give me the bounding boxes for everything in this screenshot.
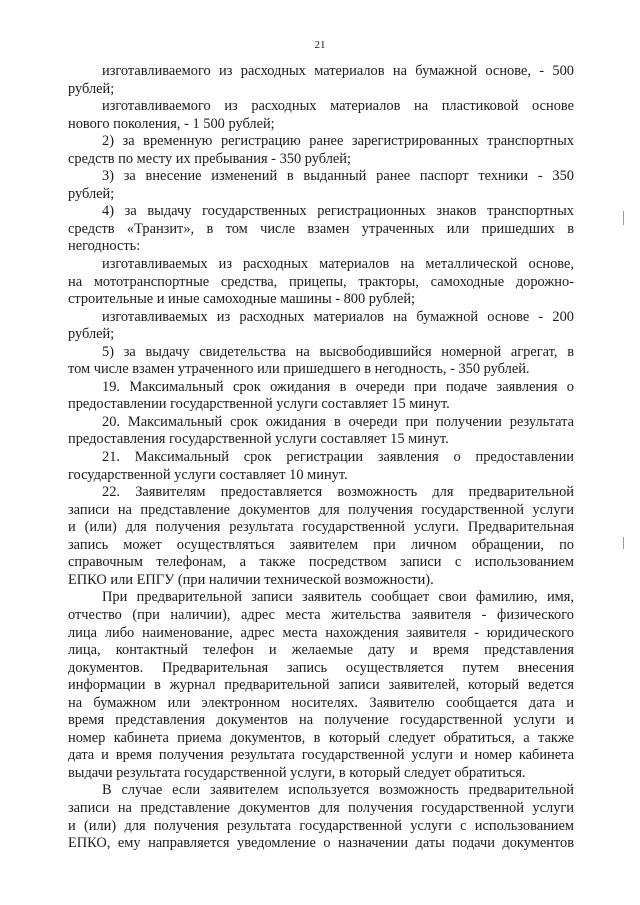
text-line: и (или) для получения результата государственной услуги с использованием <box>68 817 574 834</box>
text-line: изготавливаемых из расходных материалов на бумажной основе - 200 <box>102 308 574 325</box>
text-line: запись может осуществляться заявителем при личном обращении, по <box>68 536 574 553</box>
text-line: 3) за внесение изменений в выданный ранее паспорт техники - 350 <box>102 168 574 185</box>
text-line: лица либо наименование, адрес места нахождения заявителя - юридического <box>68 624 574 641</box>
text-line: ЕПКО или ЕПГУ (при наличии технической возможности). <box>68 571 434 588</box>
page-number: 21 <box>314 39 326 51</box>
text-line: 2) за временную регистрацию ранее зарегистрированных транспортных <box>102 133 574 150</box>
text-line: записи на представление документов для получения государственной услуги <box>68 501 574 518</box>
document-body <box>68 63 574 853</box>
text-line: 19. Максимальный срок ожидания в очереди при подаче заявления о <box>102 378 574 395</box>
scan-margin-mark <box>623 211 624 225</box>
text-line: записи на представление документов для получения государственной услуги <box>68 799 574 816</box>
text-line: на бумажном или электронном носителях. Заявителю сообщается дата и <box>68 694 574 711</box>
text-line: номер кабинета приема документов, в который следует обратиться, а также <box>68 729 574 746</box>
text-line: нового поколения, - 1 500 рублей; <box>68 115 275 132</box>
text-line: 22. Заявителям предоставляется возможность для предварительной <box>102 484 574 501</box>
text-line: на мототранспортные средства, прицепы, тракторы, самоходные дорожно- <box>68 273 574 290</box>
text-line: информации в журнал предварительной записи заявителей, который ведется <box>68 677 574 694</box>
text-line: изготавливаемого из расходных материалов на пластиковой основе <box>102 98 574 115</box>
text-line: строительные и иные самоходные машины - 800 рублей; <box>68 291 416 308</box>
text-line: предоставлении государственной услуги составляет 15 минут. <box>68 396 450 413</box>
text-line: изготавливаемых из расходных материалов на металлической основе, <box>102 256 574 273</box>
text-line: лица, контактный телефон и желаемые дату и время представления <box>68 642 574 659</box>
text-line: дата и время получения результата государственной услуги и номер кабинета <box>68 747 574 764</box>
text-line: средств «Транзит», в том числе взамен утраченных или пришедших в <box>68 220 574 237</box>
text-line: негодность: <box>68 238 141 255</box>
text-line: ЕПКО, ему направляется уведомление о назначении даты подачи документов <box>68 835 574 852</box>
text-line: предоставления государственной услуги составляет 15 минут. <box>68 431 449 448</box>
text-line: выдачи результата государственной услуги, в который следует обратиться. <box>68 764 526 781</box>
text-line: 21. Максимальный срок регистрации заявления о предоставлении <box>102 449 574 466</box>
text-line: 20. Максимальный срок ожидания в очереди при получении результата <box>102 413 574 430</box>
text-line: документов. Предварительная запись осуществляется путем внесения <box>68 659 574 676</box>
text-line: изготавливаемого из расходных материалов на бумажной основе, - 500 <box>102 63 574 79</box>
scan-margin-mark <box>623 537 624 549</box>
text-line: При предварительной записи заявитель сообщает свои фамилию, имя, <box>102 589 574 606</box>
text-line: рублей; <box>68 326 115 343</box>
text-line: рублей; <box>68 80 115 97</box>
text-line: время представления документов на получение государственной услуги и <box>68 712 574 729</box>
text-line: отчество (при наличии), адрес места жительства заявителя - физического <box>68 606 574 623</box>
text-line: и (или) для получения результата государственной услуги. Предварительная <box>68 519 574 536</box>
text-line: том числе взамен утраченного или пришедшего в негодность, - 350 рублей. <box>68 361 530 378</box>
text-line: В случае если заявителем используется возможность предварительной <box>102 782 574 799</box>
text-line: 4) за выдачу государственных регистрационных знаков транспортных <box>102 203 574 220</box>
text-line: средств по месту их пребывания - 350 рублей; <box>68 150 351 167</box>
text-line: рублей; <box>68 185 115 202</box>
text-line: государственной услуги составляет 10 минут. <box>68 466 348 483</box>
text-line: 5) за выдачу свидетельства на высвободившийся номерной агрегат, в <box>102 343 574 360</box>
text-line: справочным телефонам, а также посредством записи с использованием <box>68 554 574 571</box>
